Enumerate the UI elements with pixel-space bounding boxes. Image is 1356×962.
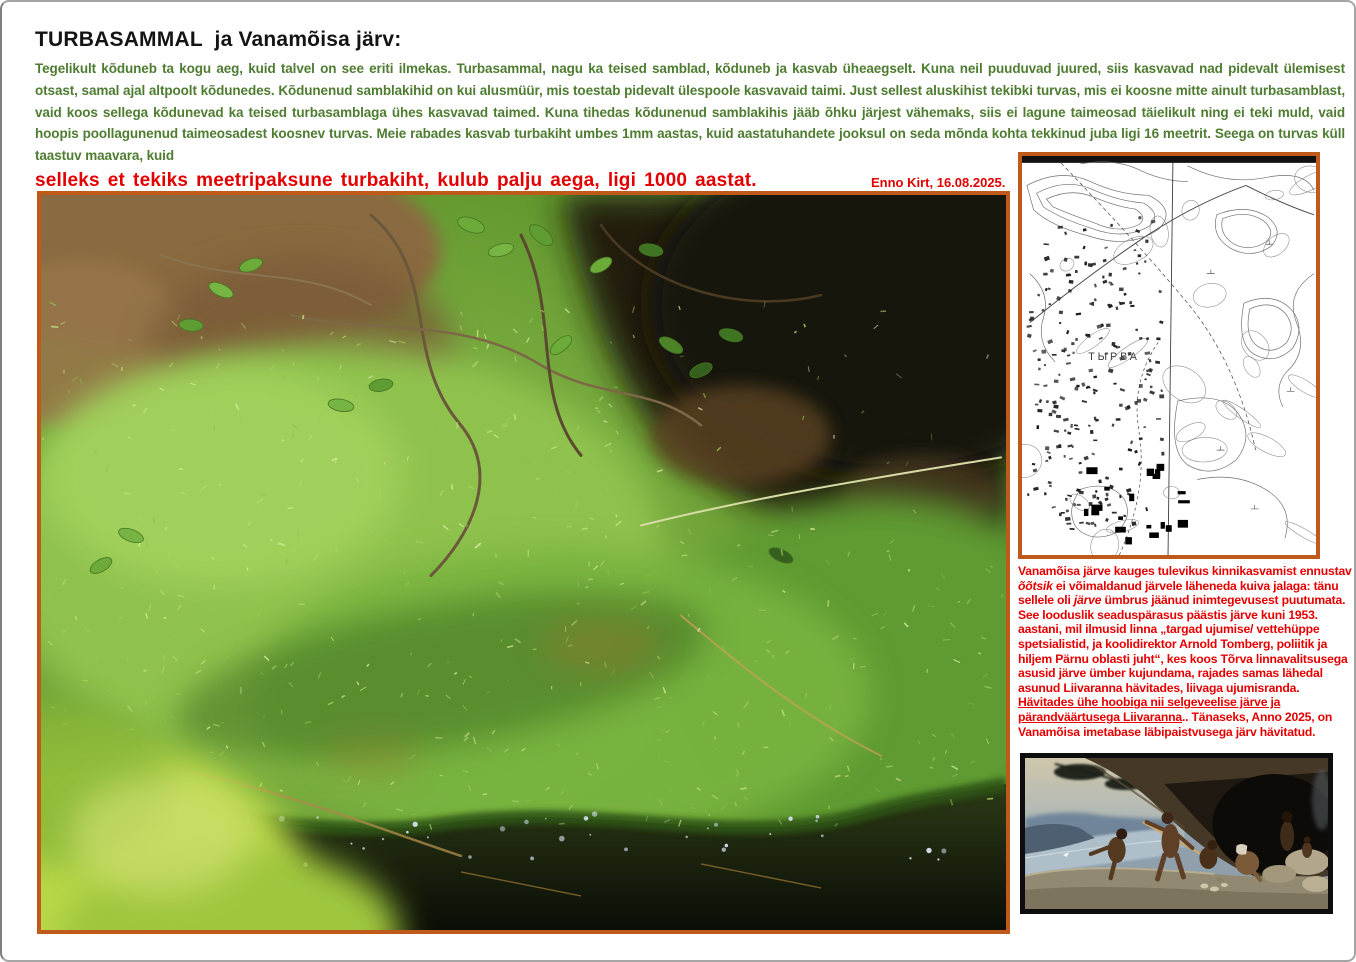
note-segment: Vanamõisa järve kauges tulevikus kinnikasvamist ennustav xyxy=(1018,564,1352,578)
moss-photo xyxy=(37,191,1010,934)
note-segment: ümbrus jäänud inimtegevusest puutumata. See looduslik seaduspärasus päästis järve kuni 1953. aastani, mil ilmusid linna „targad ujumise/ vettehüppe spetsialistid, ja koolidirektor Arnold Tomberg, poliitik ja hiljem Pärnu oblasti juht“, kes koos Tõrva linnavalitsusega asusid järve ümber kujundama, rajades samas lähedal asunud Liivaranna hävitades, liivaga ujumisranda. xyxy=(1018,593,1348,695)
torva-map xyxy=(1018,152,1320,559)
painting-illustration xyxy=(1025,758,1328,909)
intro-paragraph: Tegelikult kõduneb ta kogu aeg, kuid talvel on see eriti ilmekas. Turbasammal, nagu ka teised samblad, kõduneb ja kasvab üheaegselt. Kuna neil puuduvad juured, siis kasvavad nad pidevalt ülemisest otsast, samal ajal altpoolt kõdunedes. Kõdunenud samblakihid on kui alusmüür, mis toestab pidevalt ülespoole kasvavaid taimi. Just sellest aluskihist tekibki turvas, mis ei koosne mitte ainult turbasamblast, vaid koos sellega kõdunevad ka teised turbasamblaga ühes kasvavad taimed. Kuna tihedas kõdunenud samblakihis jääb õhku järjest vähemaks, siis ei lagune taimeosad täielikult ning ei teki muld, vaid hoopis poollagunenud taimeosadest koosnev turvas. Meie rabades kasvab turbakiht umbes 1mm aastas, kuid aastatuhandete jooksul on seda mõnda kohta tekkinud juba ligi 16 meetrit. Seega on turvas küll taastuv maavara, kuid xyxy=(35,61,1345,164)
page-title: TURBASAMMAL ja Vanamõisa järv: xyxy=(35,28,402,51)
highlight-line: selleks et tekiks meetripaksune turbakiht, kulub palju aega, ligi 1000 aastat. xyxy=(35,170,757,191)
lake-note xyxy=(1018,564,1354,739)
note-segment: .. Tänaseks, Anno 2025, on Vanamõisa imetabase läbipaistvusega järv hävitatud. xyxy=(1018,709,1333,739)
figure-woman xyxy=(1280,812,1294,852)
map-scan-edge xyxy=(1022,156,1316,163)
moss-photo-illustration xyxy=(41,195,1006,930)
map-town-label: ТЫРВА xyxy=(1088,350,1140,363)
author-attribution: Enno Kirt, 16.08.2025. xyxy=(871,175,1006,190)
note-segment: järve xyxy=(1073,593,1102,608)
map-illustration xyxy=(1022,156,1316,555)
cave-painting xyxy=(1020,753,1333,914)
note-segment: Hävitades ühe hoobiga nii selgeveelise järve ja pärandväärtusega Liivaranna xyxy=(1018,695,1281,724)
note-segment: õõtsik xyxy=(1018,578,1053,593)
note-segment: ei võimaldanud järvele läheneda kuiva jalaga: tänu sellele oli xyxy=(1018,578,1339,608)
